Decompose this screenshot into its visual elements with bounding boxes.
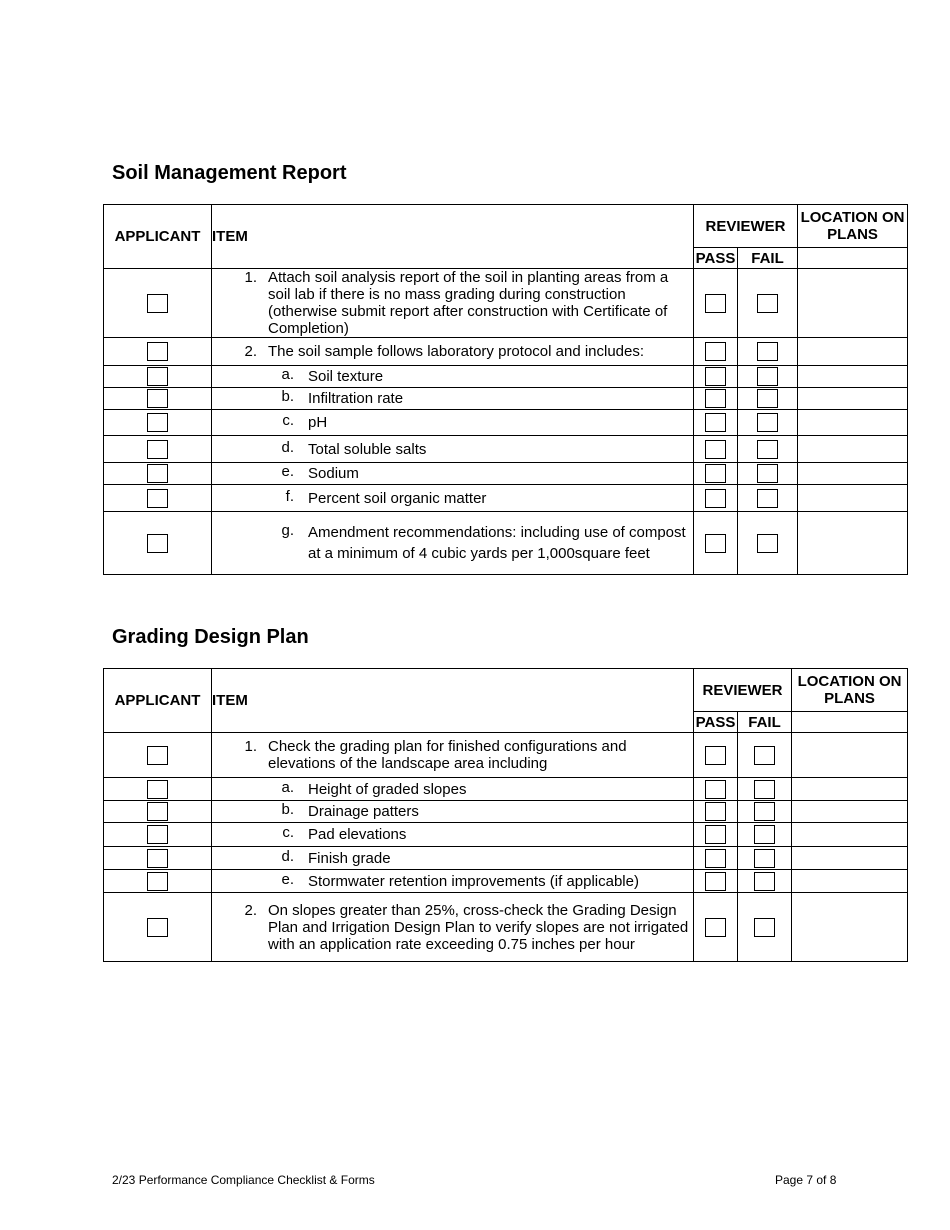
location-cell[interactable] [798, 463, 908, 485]
item-letter: a. [281, 778, 294, 796]
item-column-header: ITEM [212, 669, 694, 733]
location-cell[interactable] [792, 847, 908, 870]
table-row [104, 733, 908, 778]
footer-page-number: Page 7 of 8 [775, 1173, 837, 1187]
item-number: 1. [244, 738, 257, 755]
location-cell[interactable] [798, 436, 908, 463]
pass-checkbox[interactable] [705, 780, 726, 799]
pass-checkbox[interactable] [705, 746, 726, 765]
fail-checkbox[interactable] [757, 534, 778, 553]
item-text: On slopes greater than 25%, cross-check the Grading Design Plan and Irrigation Design Plan to verify slopes are not irrigated with an application rate exceeding 0.75 inches per hour [268, 901, 689, 953]
item-text: Total soluble salts [308, 440, 427, 458]
item-text: Drainage patters [308, 803, 419, 820]
grading-checklist-table [103, 668, 908, 962]
table-row [104, 463, 908, 485]
table-row [104, 436, 908, 463]
item-number: 1. [244, 269, 257, 286]
fail-checkbox[interactable] [754, 780, 775, 799]
applicant-checkbox[interactable] [147, 342, 168, 361]
applicant-checkbox[interactable] [147, 389, 168, 408]
item-text: Check the grading plan for finished configurations and elevations of the landscape area including [268, 738, 627, 772]
location-cell[interactable] [792, 733, 908, 778]
location-column-header: LOCATION ON PLANS [798, 205, 908, 248]
location-cell[interactable] [792, 778, 908, 801]
fail-column-header: FAIL [738, 712, 792, 733]
item-letter: b. [281, 388, 294, 405]
table-row [104, 512, 908, 575]
applicant-checkbox[interactable] [147, 534, 168, 553]
pass-checkbox[interactable] [705, 464, 726, 483]
location-cell[interactable] [798, 269, 908, 338]
pass-checkbox[interactable] [705, 918, 726, 937]
fail-column-header: FAIL [738, 248, 798, 269]
soil-section-title: Soil Management Report [112, 162, 347, 184]
item-letter: c. [282, 824, 294, 841]
applicant-checkbox[interactable] [147, 780, 168, 799]
applicant-checkbox[interactable] [147, 413, 168, 432]
item-text: Percent soil organic matter [308, 489, 487, 507]
fail-checkbox[interactable] [757, 367, 778, 386]
location-subheader [798, 248, 908, 269]
applicant-checkbox[interactable] [147, 825, 168, 844]
item-column-header: ITEM [212, 205, 694, 269]
table-row [104, 366, 908, 388]
applicant-checkbox[interactable] [147, 367, 168, 386]
item-text: Soil texture [308, 368, 384, 385]
pass-column-header: PASS [694, 712, 738, 733]
grading-section-title: Grading Design Plan [112, 626, 309, 648]
applicant-column-header: APPLICANT [104, 205, 212, 269]
location-subheader [792, 712, 908, 733]
item-letter: f. [285, 487, 294, 505]
item-letter: a. [281, 366, 294, 383]
footer-document-title: 2/23 Performance Compliance Checklist & Forms [112, 1173, 375, 1187]
item-text: Attach soil analysis report of the soil in planting areas from a soil lab if there is no mass grading during construction (otherwise submit report after construction with Certificate of Completion) [268, 269, 669, 337]
fail-checkbox[interactable] [754, 849, 775, 868]
item-text: Stormwater retention improvements (if applicable) [308, 872, 639, 890]
table-row [104, 870, 908, 893]
fail-checkbox[interactable] [757, 489, 778, 508]
location-column-header: LOCATION ON PLANS [792, 669, 908, 712]
fail-checkbox[interactable] [757, 464, 778, 483]
location-cell[interactable] [792, 870, 908, 893]
item-text: Sodium [308, 465, 359, 482]
table-row [104, 823, 908, 847]
location-cell[interactable] [792, 823, 908, 847]
item-text: Height of graded slopes [308, 780, 467, 798]
reviewer-column-header: REVIEWER [694, 669, 792, 712]
fail-checkbox[interactable] [757, 342, 778, 361]
reviewer-column-header: REVIEWER [694, 205, 798, 248]
item-text: Pad elevations [308, 826, 407, 843]
fail-checkbox[interactable] [754, 802, 775, 821]
soil-checklist-table [103, 204, 908, 575]
location-cell[interactable] [798, 410, 908, 436]
pass-checkbox[interactable] [705, 872, 726, 891]
applicant-checkbox[interactable] [147, 464, 168, 483]
item-number: 2. [244, 901, 257, 919]
pass-checkbox[interactable] [705, 825, 726, 844]
location-cell[interactable] [792, 893, 908, 962]
applicant-checkbox[interactable] [147, 849, 168, 868]
pass-checkbox[interactable] [705, 294, 726, 313]
applicant-column-header: APPLICANT [104, 669, 212, 733]
table-row [104, 893, 908, 962]
pass-checkbox[interactable] [705, 389, 726, 408]
location-cell[interactable] [798, 512, 908, 575]
table-row [104, 847, 908, 870]
item-letter: e. [281, 870, 294, 888]
pass-checkbox[interactable] [705, 413, 726, 432]
item-text: Finish grade [308, 849, 391, 867]
fail-checkbox[interactable] [757, 413, 778, 432]
location-cell[interactable] [798, 485, 908, 512]
table-row [104, 801, 908, 823]
table-row [104, 338, 908, 366]
pass-checkbox[interactable] [705, 849, 726, 868]
location-cell[interactable] [798, 338, 908, 366]
item-text: Amendment recommendations: including use of compost at a minimum of 4 cubic yards per 1,000square feet [308, 524, 686, 562]
item-letter: e. [281, 463, 294, 480]
location-cell[interactable] [798, 366, 908, 388]
fail-checkbox[interactable] [754, 825, 775, 844]
applicant-checkbox[interactable] [147, 802, 168, 821]
fail-checkbox[interactable] [757, 294, 778, 313]
pass-checkbox[interactable] [705, 367, 726, 386]
applicant-checkbox[interactable] [147, 489, 168, 508]
pass-checkbox[interactable] [705, 802, 726, 821]
location-cell[interactable] [792, 801, 908, 823]
item-letter: d. [281, 438, 294, 456]
item-letter: g. [281, 522, 294, 539]
item-number: 2. [244, 343, 257, 360]
applicant-checkbox[interactable] [147, 918, 168, 937]
table-row [104, 778, 908, 801]
table-row [104, 269, 908, 338]
item-letter: b. [281, 801, 294, 818]
pass-checkbox[interactable] [705, 534, 726, 553]
table-row [104, 485, 908, 512]
item-text: The soil sample follows laboratory protocol and includes: [268, 343, 645, 360]
fail-checkbox[interactable] [754, 872, 775, 891]
applicant-checkbox[interactable] [147, 746, 168, 765]
applicant-checkbox[interactable] [147, 872, 168, 891]
fail-checkbox[interactable] [757, 389, 778, 408]
table-row [104, 388, 908, 410]
pass-checkbox[interactable] [705, 489, 726, 508]
pass-column-header: PASS [694, 248, 738, 269]
pass-checkbox[interactable] [705, 342, 726, 361]
pass-checkbox[interactable] [705, 440, 726, 459]
item-text: Infiltration rate [308, 390, 404, 407]
table-row [104, 410, 908, 436]
fail-checkbox[interactable] [754, 746, 775, 765]
applicant-checkbox[interactable] [147, 440, 168, 459]
item-letter: c. [282, 412, 294, 429]
fail-checkbox[interactable] [757, 440, 778, 459]
fail-checkbox[interactable] [754, 918, 775, 937]
item-letter: d. [281, 847, 294, 865]
location-cell[interactable] [798, 388, 908, 410]
item-text: pH [308, 414, 328, 431]
applicant-checkbox[interactable] [147, 294, 168, 313]
